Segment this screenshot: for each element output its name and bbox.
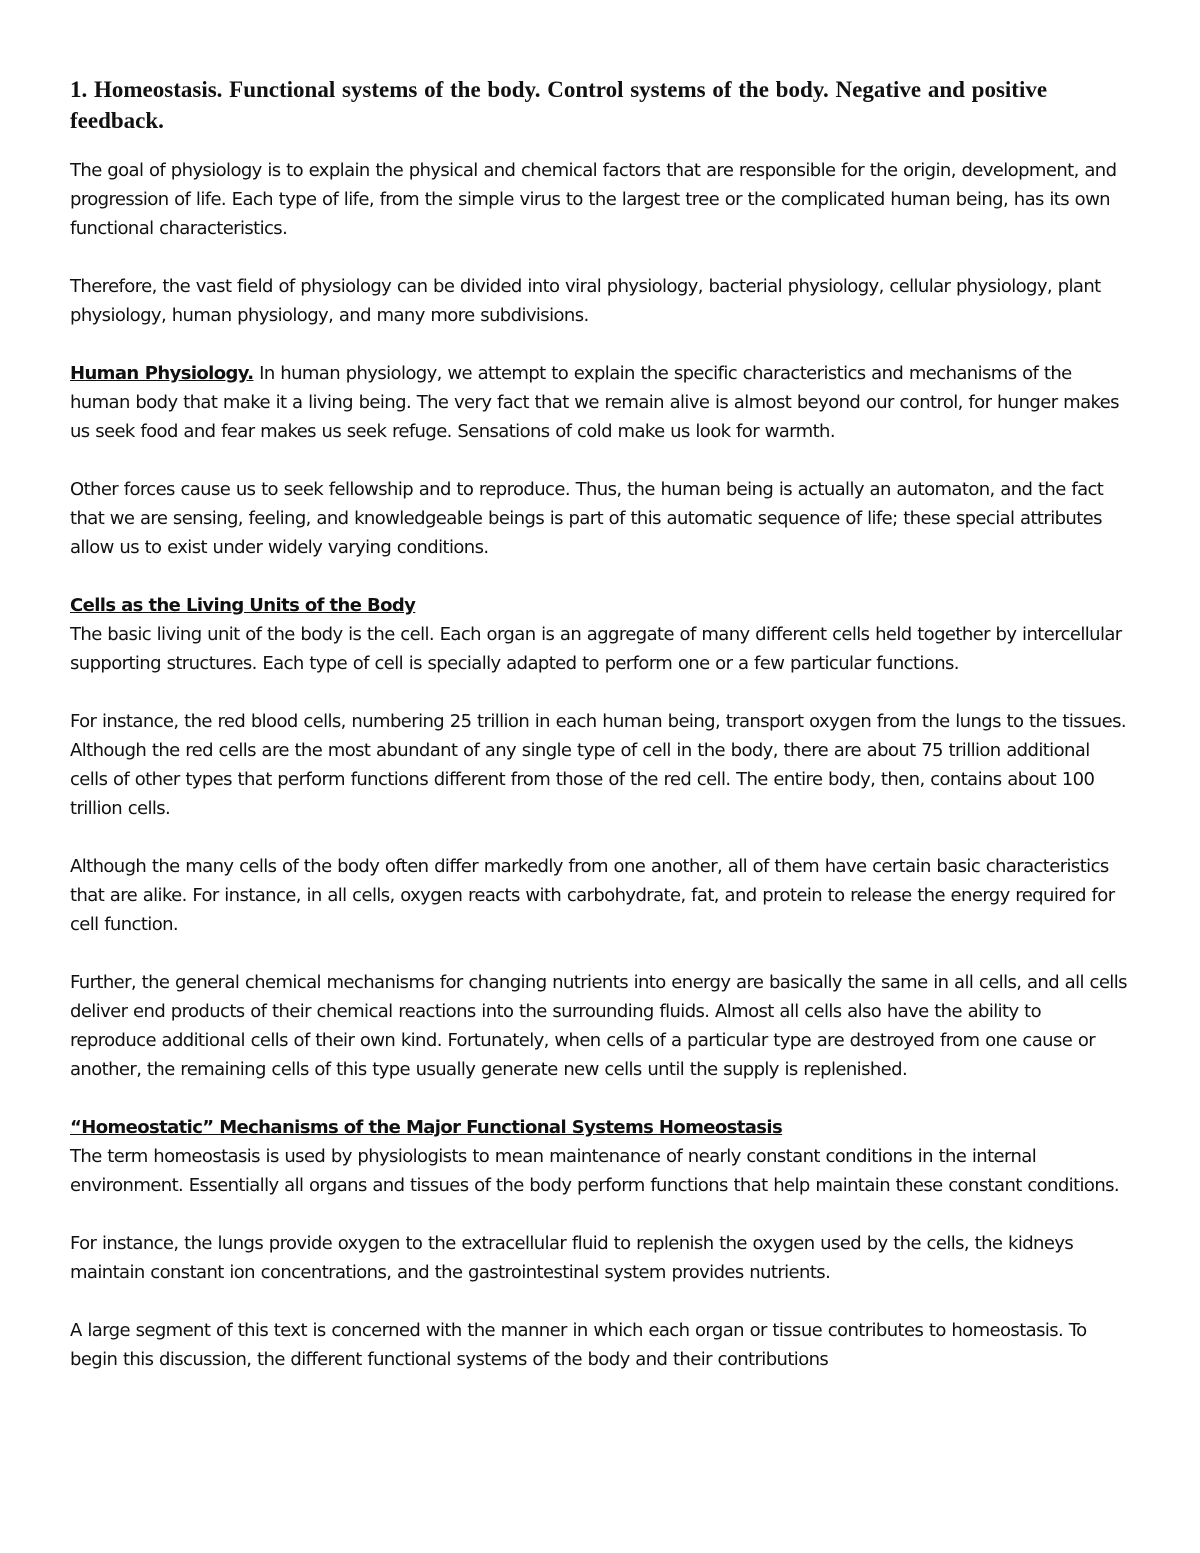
paragraph-cell-characteristics: Although the many cells of the body often differ markedly from one another, all of them have certain basic characteristics that are alike. For instance, in all cells, oxygen reacts with carbohydrate, fat, and protein to release the energy required for cell function. bbox=[70, 856, 1115, 935]
human-physiology-title: Human Physiology. bbox=[70, 363, 254, 384]
document-page bbox=[70, 74, 1130, 1374]
paragraph-red-blood-cells: For instance, the red blood cells, numbering 25 trillion in each human being, transport oxygen from the lungs to the tissues. Although the red cells are the most abundant of any single type of cell in the body, there are about 75 trillion additional cells of other types that perform functions different from those of the red cell. The entire body, then, contains about 100 trillion cells. bbox=[70, 711, 1126, 819]
paragraph-homeostasis-definition: The term homeostasis is used by physiologists to mean maintenance of nearly constant conditions in the internal environment. Essentially all organs and tissues of the body perform functions that help maintain these constant conditions. bbox=[70, 1146, 1120, 1196]
section-heading-homeostatic: “Homeostatic” Mechanisms of the Major Functional Systems Homeostasis bbox=[70, 1117, 783, 1138]
paragraph-organ-examples: For instance, the lungs provide oxygen to the extracellular fluid to replenish the oxygen used by the cells, the kidneys maintain constant ion concentrations, and the gastrointestinal system provides nutrients. bbox=[70, 1233, 1074, 1283]
paragraph-automaton: Other forces cause us to seek fellowship and to reproduce. Thus, the human being is actually an automaton, and the fact that we are sensing, feeling, and knowledgeable beings is part of this automatic sequence of life; these special attributes allow us to exist under widely varying conditions. bbox=[70, 479, 1104, 558]
paragraph-chemical-mechanisms: Further, the general chemical mechanisms for changing nutrients into energy are basically the same in all cells, and all cells deliver end products of their chemical reactions into the surrounding fluids. Almost all cells also have the ability to reproduce additional cells of their own kind. Fortunately, when cells of a particular type are destroyed from one cause or another, the remaining cells of this type usually generate new cells until the supply is replenished. bbox=[70, 972, 1127, 1080]
paragraph-human-physiology bbox=[70, 359, 1130, 446]
section-heading-cells: Cells as the Living Units of the Body bbox=[70, 595, 416, 616]
paragraph-basic-living-unit: The basic living unit of the body is the cell. Each organ is an aggregate of many different cells held together by intercellular supporting structures. Each type of cell is specially adapted to perform one or a few particular functions. bbox=[70, 624, 1122, 674]
paragraph-physiology-divisions: Therefore, the vast field of physiology can be divided into viral physiology, bacterial physiology, cellular physiology, plant physiology, human physiology, and many more subdivisions. bbox=[70, 276, 1101, 326]
document-title: 1. Homeostasis. Functional systems of the body. Control systems of the body. Negative and positive feedback. bbox=[70, 77, 1048, 133]
human-physiology-text: In human physiology, we attempt to explain the specific characteristics and mechanisms of the human body that make it a living being. The very fact that we remain alive is almost beyond our control, for hunger makes us seek food and fear makes us seek refuge. Sensations of cold make us look for warmth. bbox=[70, 363, 1119, 442]
paragraph-text-overview: A large segment of this text is concerned with the manner in which each organ or tissue contributes to homeostasis. To begin this discussion, the different functional systems of the body and their contributions bbox=[70, 1320, 1087, 1370]
paragraph-physiology-goal: The goal of physiology is to explain the physical and chemical factors that are responsible for the origin, development, and progression of life. Each type of life, from the simple virus to the largest tree or the complicated human being, has its own functional characteristics. bbox=[70, 160, 1117, 239]
